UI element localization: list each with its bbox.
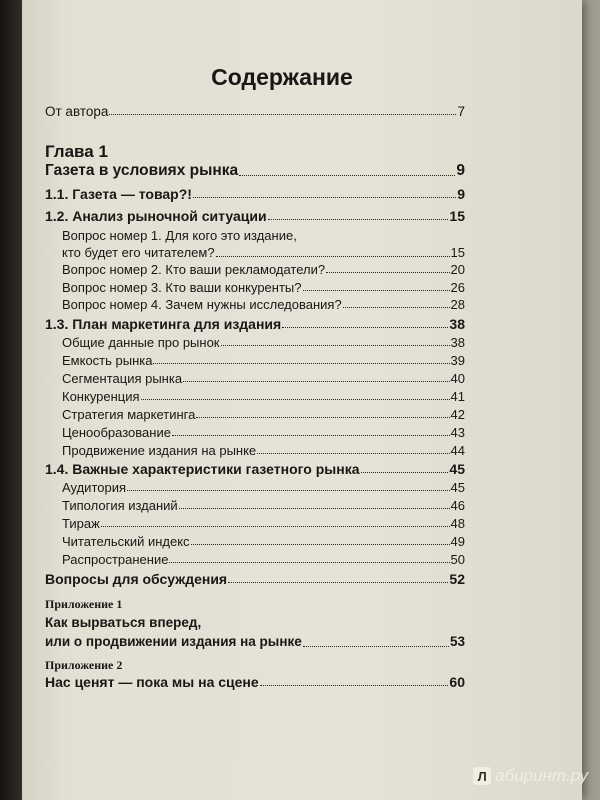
appendix-2-label: Приложение 2 (45, 658, 123, 672)
labirint-logo-icon: Л (473, 767, 491, 785)
labirint-watermark (473, 766, 588, 786)
toc-entry-market-segmentation[interactable]: Сегментация рынка 40 (62, 371, 465, 386)
appendix-1-label: Приложение 1 (45, 597, 123, 611)
toc-entry-circulation[interactable]: Тираж 48 (62, 516, 465, 531)
toc-entry-market-capacity[interactable]: Емкость рынка 39 (62, 353, 465, 368)
toc-entry-question-3[interactable]: Вопрос номер 3. Кто ваши конкуренты? 26 (62, 280, 465, 295)
page-title: Содержание (211, 64, 353, 90)
toc-entry-distribution[interactable]: Распространение 50 (62, 552, 465, 567)
toc-entry-market-data[interactable]: Общие данные про рынок 38 (62, 335, 465, 350)
toc-entry-appendix-1[interactable]: Как вырваться вперед, или о продвижении издания на рынке 53 (45, 615, 465, 649)
toc-entry-competition[interactable]: Конкуренция 41 (62, 389, 465, 404)
watermark-text: абиринт.ру (495, 766, 588, 785)
toc-entry-chapter-title[interactable]: Газета в условиях рынка 9 (45, 162, 465, 179)
toc-entry-question-1[interactable]: Вопрос номер 1. Для кого это издание, кто будет его читателем? 15 (62, 228, 465, 260)
toc-entry-author-note[interactable]: От автора 7 (45, 104, 465, 119)
toc-entry-question-2[interactable]: Вопрос номер 2. Кто ваши рекламодатели? 20 (62, 262, 465, 277)
toc-entry-questions[interactable]: Вопросы для обсуждения 52 (45, 571, 465, 587)
toc-entry-promotion[interactable]: Продвижение издания на рынке 44 (62, 443, 465, 458)
toc-entry-audience[interactable]: Аудитория 45 (62, 480, 465, 495)
toc-entry-1-3[interactable]: 1.3. План маркетинга для издания 38 (45, 316, 465, 332)
toc-entry-appendix-2[interactable]: Нас ценят — пока мы на сцене 60 (45, 674, 465, 690)
toc-entry-question-4[interactable]: Вопрос номер 4. Зачем нужны исследования? 28 (62, 297, 465, 312)
book-page (22, 0, 582, 800)
toc-entry-1-2[interactable]: 1.2. Анализ рыночной ситуации 15 (45, 208, 465, 224)
toc-entry-pricing[interactable]: Ценообразование 43 (62, 425, 465, 440)
toc-entry-typology[interactable]: Типология изданий 46 (62, 498, 465, 513)
toc-entry-marketing-strategy[interactable]: Стратегия маркетинга 42 (62, 407, 465, 422)
toc-entry-1-1[interactable]: 1.1. Газета — товар?! 9 (45, 186, 465, 202)
toc-entry-1-4[interactable]: 1.4. Важные характеристики газетного рынка 45 (45, 461, 465, 477)
chapter-heading: Глава 1 (45, 142, 108, 161)
toc-entry-reader-index[interactable]: Читательский индекс 49 (62, 534, 465, 549)
